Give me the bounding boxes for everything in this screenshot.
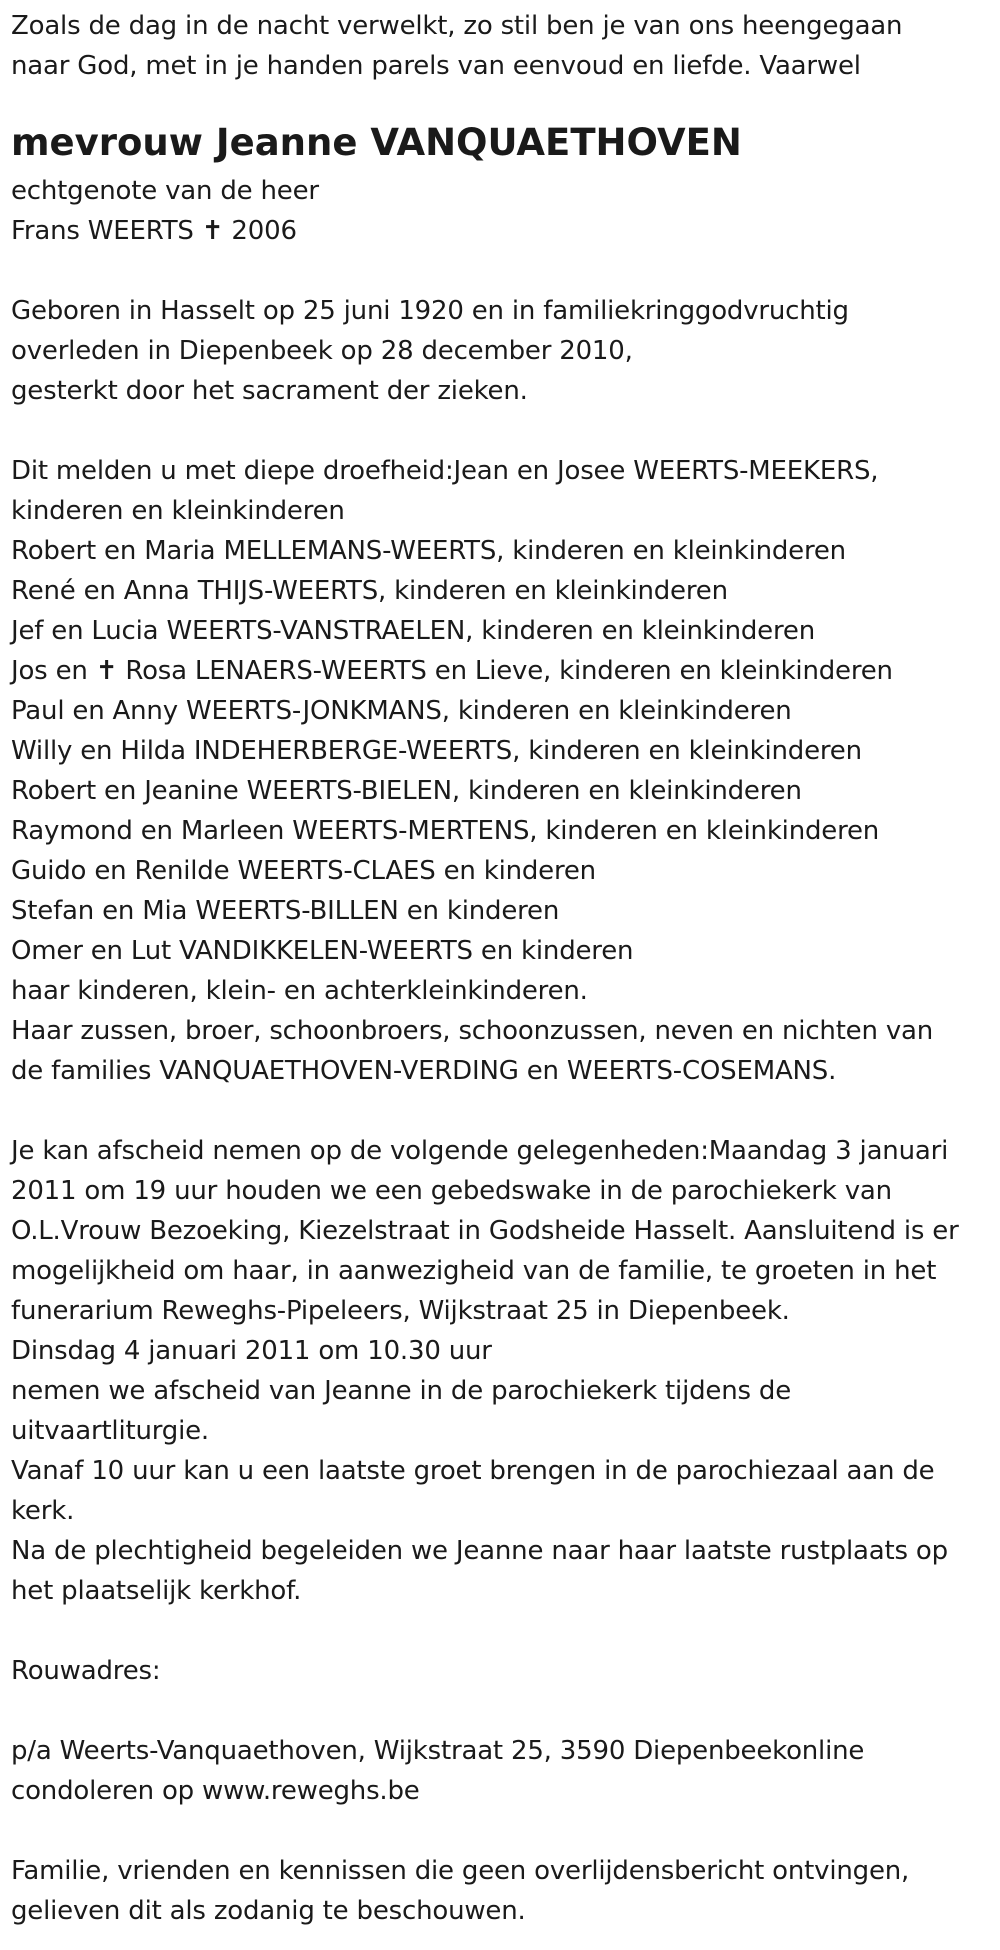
farewell-line: uitvaartliturgie. <box>11 1416 209 1446</box>
intro-line: Zoals de dag in de nacht verwelkt, zo stil ben je van ons heengegaan <box>11 11 903 41</box>
spacer <box>11 411 989 451</box>
mourner-line: Stefan en Mia WEERTS-BILLEN en kinderen <box>11 896 560 926</box>
farewell-line: funerarium Reweghs-Pipeleers, Wijkstraat 25 in Diepenbeek. <box>11 1296 790 1326</box>
spacer <box>11 1691 989 1731</box>
mourner-line: Guido en Renilde WEERTS-CLAES en kinderen <box>11 856 596 886</box>
mourner-line: Omer en Lut VANDIKKELEN-WEERTS en kinderen <box>11 936 634 966</box>
address-line: condoleren op www.reweghs.be <box>11 1776 420 1806</box>
spacer <box>11 1091 989 1131</box>
rouwadres-label: Rouwadres: <box>11 1656 161 1686</box>
mourner-line: Robert en Jeanine WEERTS-BIELEN, kinderen en kleinkinderen <box>11 776 802 806</box>
farewell-line: Vanaf 10 uur kan u een laatste groet brengen in de parochiezaal aan de <box>11 1456 935 1486</box>
spouse-name-line: Frans WEERTS ✝ 2006 <box>11 216 297 246</box>
mourner-line: Willy en Hilda INDEHERBERGE-WEERTS, kinderen en kleinkinderen <box>11 736 862 766</box>
intro-line: naar God, met in je handen parels van eenvoud en liefde. Vaarwel <box>11 51 861 81</box>
mourners-section <box>11 451 989 1091</box>
mourner-line: Jef en Lucia WEERTS-VANSTRAELEN, kinderen en kleinkinderen <box>11 616 815 646</box>
farewell-line: nemen we afscheid van Jeanne in de parochiekerk tijdens de <box>11 1376 791 1406</box>
birth-death-line: Geboren in Hasselt op 25 juni 1920 en in familiekringgodvruchtig <box>11 296 849 326</box>
farewell-line: Dinsdag 4 januari 2011 om 10.30 uur <box>11 1336 492 1366</box>
mourner-line: René en Anna THIJS-WEERTS, kinderen en kleinkinderen <box>11 576 728 606</box>
birth-death-line: overleden in Diepenbeek op 28 december 2010, <box>11 336 633 366</box>
address-section <box>11 1731 989 1811</box>
farewell-section <box>11 1131 989 1611</box>
closing-section <box>11 1851 989 1931</box>
address-line: p/a Weerts-Vanquaethoven, Wijkstraat 25, 3590 Diepenbeekonline <box>11 1736 865 1766</box>
farewell-line: 2011 om 19 uur houden we een gebedswake in de parochiekerk van <box>11 1176 892 1206</box>
mourner-line: kinderen en kleinkinderen <box>11 496 345 526</box>
closing-line: Familie, vrienden en kennissen die geen overlijdensbericht ontvingen, <box>11 1856 910 1886</box>
birth-death-line: gesterkt door het sacrament der zieken. <box>11 376 528 406</box>
mourner-line: Paul en Anny WEERTS-JONKMANS, kinderen en kleinkinderen <box>11 696 792 726</box>
deceased-name: mevrouw Jeanne VANQUAETHOVEN <box>11 121 742 164</box>
spouse-line: echtgenote van de heer <box>11 176 319 206</box>
spacer <box>11 251 989 291</box>
farewell-line: mogelijkheid om haar, in aanwezigheid van de familie, te groeten in het <box>11 1256 937 1286</box>
intro-text <box>11 6 989 86</box>
mourner-line: Jos en ✝ Rosa LENAERS-WEERTS en Lieve, kinderen en kleinkinderen <box>11 656 893 686</box>
farewell-line: het plaatselijk kerkhof. <box>11 1576 302 1606</box>
birth-death-section <box>11 291 989 411</box>
farewell-line: Je kan afscheid nemen op de volgende gelegenheden:Maandag 3 januari <box>11 1136 949 1166</box>
mourner-line: Robert en Maria MELLEMANS-WEERTS, kinderen en kleinkinderen <box>11 536 846 566</box>
mourner-line: haar kinderen, klein- en achterkleinkinderen. <box>11 976 588 1006</box>
farewell-line: Na de plechtigheid begeleiden we Jeanne naar haar laatste rustplaats op <box>11 1536 948 1566</box>
spacer <box>11 1611 989 1651</box>
mourner-line: de families VANQUAETHOVEN-VERDING en WEERTS-COSEMANS. <box>11 1056 837 1086</box>
mourner-line: Raymond en Marleen WEERTS-MERTENS, kinderen en kleinkinderen <box>11 816 880 846</box>
mourner-line: Dit melden u met diepe droefheid:Jean en Josee WEERTS-MEEKERS, <box>11 456 879 486</box>
farewell-line: O.L.Vrouw Bezoeking, Kiezelstraat in Godsheide Hasselt. Aansluitend is er <box>11 1216 959 1246</box>
farewell-line: kerk. <box>11 1496 75 1526</box>
closing-line: gelieven dit als zodanig te beschouwen. <box>11 1896 526 1926</box>
spacer <box>11 1811 989 1851</box>
mourner-line: Haar zussen, broer, schoonbroers, schoonzussen, neven en nichten van <box>11 1016 934 1046</box>
